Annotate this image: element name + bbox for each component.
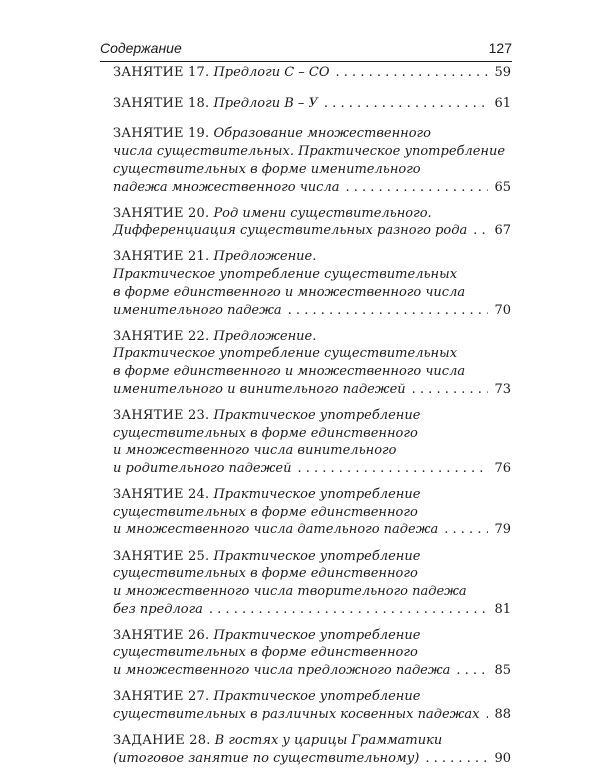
toc-entry-title-line: без предлога	[113, 601, 203, 617]
dot-leader	[456, 662, 488, 680]
toc-entry-line	[113, 565, 511, 583]
toc-entry-line	[113, 662, 511, 680]
toc-entry-label: ЗАНЯТИЕ 21.	[113, 249, 210, 265]
toc-entry-title-line: Практическое употребление	[213, 407, 421, 423]
toc-entry-label: ЗАДАНИЕ 28.	[113, 733, 211, 749]
toc-entry[interactable]	[113, 95, 511, 113]
toc-entry-label: ЗАНЯТИЕ 27.	[113, 689, 210, 705]
toc-entry-label: ЗАНЯТИЕ 20.	[113, 205, 210, 221]
toc-entry-line	[113, 284, 511, 302]
toc-entry-title-line: Предлоги С – СО	[213, 65, 330, 80]
toc-entry-line	[113, 627, 511, 645]
toc-entry-title-line: Дифференциация существительных разного рода	[113, 223, 468, 239]
toc-entry-page: 81	[494, 601, 511, 617]
table-of-contents	[113, 64, 511, 776]
dot-leader	[209, 601, 489, 619]
toc-entry-title-line: существительных в форме единственного	[113, 425, 418, 441]
toc-entry-title-line: Практическое употребление существительных	[113, 346, 458, 362]
toc-entry[interactable]	[113, 248, 511, 319]
toc-entry-page: 70	[494, 302, 511, 318]
toc-entry-line	[113, 64, 511, 82]
toc-entry-title-line: и родительного падежей	[113, 460, 292, 476]
toc-entry-line	[113, 644, 511, 662]
toc-entry-line	[113, 381, 511, 399]
dot-leader	[324, 95, 489, 113]
toc-entry-line	[113, 143, 511, 161]
toc-entry-title-line: и множественного числа дательного падежа	[113, 522, 439, 538]
dot-leader	[345, 179, 488, 197]
toc-entry-line	[113, 732, 511, 750]
toc-entry-page: 76	[494, 460, 511, 476]
toc-entry-title-line: Предлоги В – У	[213, 95, 318, 111]
toc-entry-line	[113, 706, 511, 724]
toc-entry-title-line: Образование множественного	[213, 126, 431, 142]
toc-entry-title-line: в форме единственного и множественного числа	[113, 284, 466, 300]
toc-entry[interactable]	[113, 627, 511, 680]
toc-entry-title-line: существительных в форме единственного	[113, 566, 418, 582]
toc-entry-line	[113, 179, 511, 197]
toc-entry-label: ЗАНЯТИЕ 25.	[113, 548, 210, 564]
toc-entry-line	[113, 222, 511, 240]
toc-entry-label: ЗАНЯТИЕ 18.	[113, 95, 210, 111]
toc-entry-line	[113, 601, 511, 619]
toc-entry-line	[113, 302, 511, 320]
toc-entry-line	[113, 442, 511, 460]
toc-entry-label: ЗАНЯТИЕ 22.	[113, 328, 210, 344]
toc-entry-title-line: Практическое употребление	[213, 487, 421, 503]
toc-entry-line	[113, 521, 511, 539]
dot-leader	[444, 521, 488, 539]
toc-entry[interactable]	[113, 125, 511, 196]
dot-leader	[486, 706, 489, 724]
toc-entry-label: ЗАНЯТИЕ 17.	[113, 65, 210, 80]
toc-entry-title-line: Род имени существительного.	[213, 205, 432, 221]
toc-entry-title-line: существительных в различных косвенных падежах	[113, 706, 480, 722]
toc-entry-title-line: и множественного числа винительного	[113, 443, 397, 459]
toc-entry-label: ЗАНЯТИЕ 23.	[113, 407, 210, 423]
toc-entry-label: ЗАНЯТИЕ 24.	[113, 487, 210, 503]
toc-entry-title-line: существительных в форме единственного	[113, 645, 418, 661]
toc-entry-page: 61	[494, 95, 511, 111]
toc-entry-line	[113, 486, 511, 504]
toc-entry-line	[113, 328, 511, 346]
toc-entry-label: ЗАНЯТИЕ 26.	[113, 627, 210, 643]
toc-entry-page: 73	[494, 381, 511, 397]
toc-entry-title-line: числа существительных. Практическое употребление	[113, 144, 506, 160]
toc-entry-page: 67	[494, 223, 511, 239]
toc-entry[interactable]	[113, 407, 511, 478]
toc-entry-title-line: существительных в форме единственного	[113, 504, 418, 520]
toc-entry-title-line: Практическое употребление	[213, 548, 421, 564]
dot-leader	[473, 222, 488, 240]
page-number: 127	[488, 40, 512, 56]
toc-entry-title-line: и множественного числа предложного падежа	[113, 663, 451, 679]
toc-entry-line	[113, 95, 511, 113]
toc-entry-line	[113, 460, 511, 478]
dot-leader	[288, 302, 489, 320]
toc-entry-line	[113, 205, 511, 223]
toc-entry[interactable]	[113, 688, 511, 723]
dot-leader	[425, 750, 488, 768]
toc-entry-title-line: Практическое употребление	[213, 627, 421, 643]
toc-entry-title-line: существительных в форме именительного	[113, 161, 421, 177]
toc-entry-line	[113, 583, 511, 601]
toc-entry-line	[113, 548, 511, 566]
toc-entry-page: 65	[494, 179, 511, 195]
toc-entry-line	[113, 363, 511, 381]
toc-entry[interactable]	[113, 64, 511, 82]
toc-entry-title-line: падежа множественного числа	[113, 179, 340, 195]
toc-entry[interactable]	[113, 328, 511, 399]
toc-entry-line	[113, 504, 511, 522]
toc-entry-line	[113, 688, 511, 706]
toc-entry[interactable]	[113, 548, 511, 619]
toc-entry-line	[113, 248, 511, 266]
toc-entry-page: 85	[494, 663, 511, 679]
toc-entry-title-line: Предложение.	[213, 249, 317, 265]
toc-entry-title-line: Предложение.	[213, 328, 317, 344]
toc-entry-title-line: (итоговое занятие по существительному)	[113, 750, 420, 766]
toc-entry-title-line: Практическое употребление	[213, 689, 421, 705]
dot-leader	[297, 460, 488, 478]
toc-entry-title-line: Практическое употребление существительных	[113, 267, 458, 283]
toc-entry-line	[113, 345, 511, 363]
page-header	[100, 40, 512, 60]
dot-leader	[336, 64, 489, 82]
toc-entry-line	[113, 425, 511, 443]
toc-entry-page: 79	[494, 522, 511, 538]
toc-entry-line	[113, 161, 511, 179]
toc-entry-title-line: и множественного числа творительного падежа	[113, 583, 467, 599]
toc-entry-line	[113, 750, 511, 768]
toc-entry-page: 90	[494, 750, 511, 766]
toc-entry-line	[113, 125, 511, 143]
toc-entry-line	[113, 266, 511, 284]
header-rule	[100, 61, 512, 62]
toc-entry-page: 88	[494, 706, 511, 722]
toc-entry-page: 59	[494, 65, 511, 80]
toc-entry-label: ЗАНЯТИЕ 19.	[113, 126, 210, 142]
toc-entry-title-line: именительного падежа	[113, 302, 282, 318]
dot-leader	[412, 381, 489, 399]
toc-entry[interactable]	[113, 486, 511, 539]
toc-entry-title-line: В гостях у царицы Грамматики	[214, 733, 443, 749]
toc-entry-line	[113, 407, 511, 425]
toc-entry-title-line: в форме единственного и множественного числа	[113, 364, 466, 380]
section-title: Содержание	[100, 40, 182, 56]
toc-entry-title-line: именительного и винительного падежей	[113, 381, 406, 397]
toc-entry[interactable]	[113, 205, 511, 240]
